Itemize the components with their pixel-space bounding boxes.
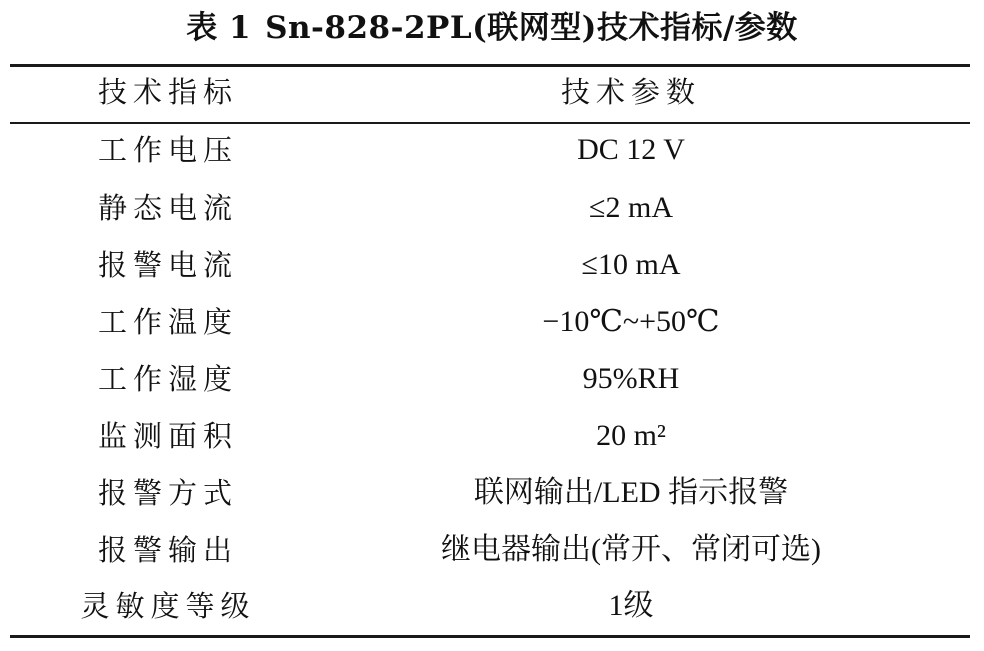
parameter-cell: ≤2 mA: [589, 191, 673, 224]
table-row: [10, 414, 970, 458]
table-row: [10, 300, 970, 344]
parameter-cell: 95%RH: [582, 362, 680, 395]
parameter-cell: DC 12 V: [577, 133, 685, 166]
header-indicator: 技术指标: [97, 75, 238, 109]
parameter-cell: 1级: [608, 589, 654, 622]
indicator-cell: 静态电流: [97, 191, 238, 225]
indicator-cell: 灵敏度等级: [80, 589, 256, 623]
table-number: 表 1: [186, 10, 252, 46]
indicator-cell: 工作温度: [97, 305, 238, 339]
table-header-row: [10, 70, 970, 114]
header-parameter: 技术参数: [560, 75, 701, 109]
table-row: [10, 584, 970, 628]
parameter-cell: 继电器输出(常开、常闭可选): [441, 533, 821, 566]
table-row: [10, 243, 970, 287]
parameter-cell: 联网输出/LED 指示报警: [473, 476, 789, 509]
parameter-cell: −10℃~+50℃: [542, 305, 720, 338]
table-row: [10, 471, 970, 515]
parameter-cell: 20 m²: [596, 419, 666, 452]
table-row: [10, 128, 970, 172]
table-caption: [0, 8, 984, 48]
indicator-cell: 工作电压: [97, 133, 238, 167]
indicator-cell: 监测面积: [97, 419, 238, 453]
table-row: [10, 528, 970, 572]
table-row: [10, 186, 970, 230]
indicator-cell: 报警电流: [97, 248, 238, 282]
indicator-cell: 报警方式: [97, 476, 238, 510]
table-title: Sn-828-2PL(联网型)技术指标/参数: [265, 10, 798, 46]
header-rule: [10, 122, 970, 124]
top-rule: [10, 64, 970, 67]
parameter-cell: ≤10 mA: [581, 248, 681, 281]
table-row: [10, 357, 970, 401]
bottom-rule: [10, 635, 970, 638]
indicator-cell: 报警输出: [97, 533, 238, 567]
indicator-cell: 工作湿度: [97, 362, 238, 396]
